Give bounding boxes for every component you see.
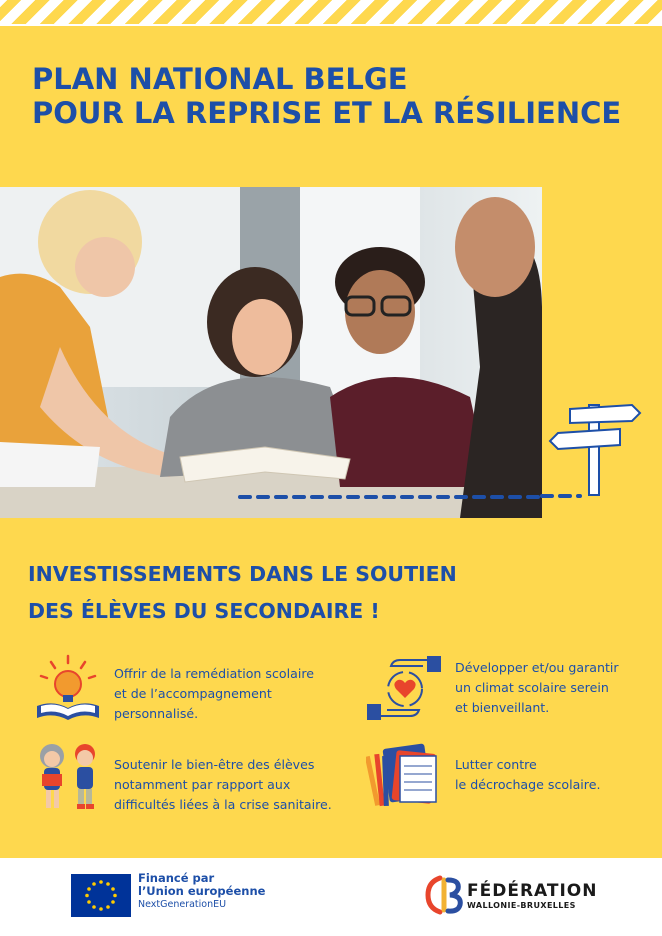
page-title	[32, 62, 652, 130]
fwb-logo-text	[467, 882, 597, 911]
top-stripe	[0, 0, 662, 26]
fwb-line-2: WALLONIE-BRUXELLES	[467, 901, 576, 910]
item-text-line: difficultés liées à la crise sanitaire.	[114, 797, 332, 812]
list-item-climat	[455, 658, 619, 718]
item-text-line: et bienveillant.	[455, 700, 550, 715]
item-text-line: Soutenir le bien-être des élèves	[114, 757, 315, 772]
list-item-bien-etre	[114, 755, 332, 815]
eu-funding-label	[138, 872, 265, 911]
item-text-line: Offrir de la remédiation scolaire	[114, 666, 314, 681]
item-text-line: personnalisé.	[114, 706, 199, 721]
item-text-line: Lutter contre	[455, 757, 537, 772]
subtitle-line-2: DES ÉLÈVES DU SECONDAIRE !	[28, 599, 380, 623]
eu-line-3: NextGenerationEU	[138, 899, 227, 910]
hands-heart-icon	[365, 652, 445, 727]
fwb-logo-icon	[424, 874, 464, 916]
students-photo	[0, 187, 542, 518]
list-item-remediation	[114, 664, 314, 724]
section-subtitle	[28, 556, 457, 630]
signpost-icon	[540, 395, 650, 510]
title-line-2: POUR LA REPRISE ET LA RÉSILIENCE	[32, 96, 622, 130]
school-supplies-icon	[366, 742, 446, 812]
item-text-line: et de l’accompagnement	[114, 686, 272, 701]
item-text-line: notamment par rapport aux	[114, 777, 291, 792]
fwb-line-1: FÉDÉRATION	[467, 881, 598, 901]
eu-line-1: Financé par	[138, 871, 215, 885]
item-text-line: le décrochage scolaire.	[455, 777, 601, 792]
lightbulb-book-icon	[33, 654, 103, 724]
list-item-decrochage	[455, 755, 600, 795]
eu-line-2: l’Union européenne	[138, 884, 266, 898]
subtitle-line-1: INVESTISSEMENTS DANS LE SOUTIEN	[28, 562, 457, 586]
eu-flag-icon	[71, 874, 131, 917]
title-line-1: PLAN NATIONAL BELGE	[32, 62, 408, 96]
item-text-line: Développer et/ou garantir	[455, 660, 619, 675]
item-text-line: un climat scolaire serein	[455, 680, 609, 695]
students-icon	[33, 740, 108, 815]
